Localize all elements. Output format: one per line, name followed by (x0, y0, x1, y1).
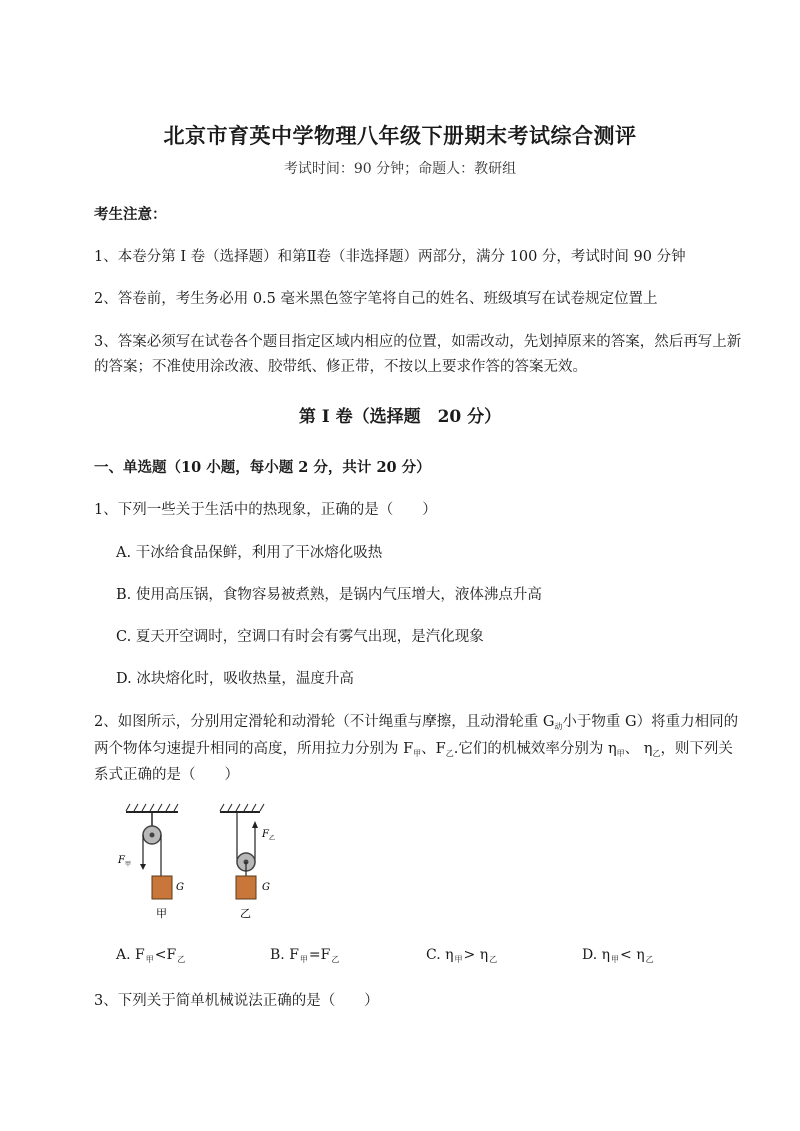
question-1-option-b[interactable]: B. 使用高压锅，食物容易被煮熟，是锅内气压增大，液体沸点升高 (116, 587, 542, 603)
option-text: =F (308, 947, 331, 963)
q2-text: 2、如图所示，分别用定滑轮和动滑轮（不计绳重与摩擦，且动滑轮重 G (94, 714, 555, 730)
note-item-2: 2、答卷前，考生务必用 0.5 毫米黑色签字笔将自己的姓名、班级填写在试卷规定位置上 (94, 291, 658, 307)
q2-text: 、F (421, 741, 446, 757)
question-1-option-a[interactable]: A. 干冰给食品保鲜，利用了干冰熔化吸热 (116, 545, 383, 561)
weight-block-left (152, 876, 172, 899)
arrow-up-icon (252, 821, 258, 828)
question-2-option-a[interactable] (116, 947, 186, 963)
option-sub: 甲 (611, 955, 620, 964)
ceiling-right (220, 804, 264, 812)
option-sub: 乙 (645, 955, 654, 964)
option-text: D. η (582, 947, 611, 963)
question-2-line-3: 系式正确的是（ ） (94, 767, 239, 783)
q2-sub: 乙 (445, 749, 454, 758)
question-2-line-1 (94, 710, 738, 732)
weight-left-label: G (176, 882, 184, 893)
force-left-sub: 甲 (125, 861, 132, 868)
option-sub: 甲 (145, 955, 154, 964)
question-1-stem: 1、下列一些关于生活中的热现象，正确的是（ ） (94, 502, 437, 518)
q2-sub: 甲 (413, 749, 422, 758)
option-text: > η (463, 947, 489, 963)
q2-text: ，则下列关 (660, 741, 733, 757)
option-sub: 乙 (177, 955, 186, 964)
q2-text: 两个物体匀速提升相同的高度，所用拉力分别为 F (94, 741, 414, 757)
pulley-diagram (112, 800, 302, 930)
option-text: <F (154, 947, 177, 963)
option-sub: 甲 (454, 955, 463, 964)
figure-label-jia: 甲 (156, 907, 167, 920)
option-sub: 乙 (331, 955, 340, 964)
q2-sub: 动 (554, 722, 563, 731)
force-left-label: F (118, 855, 125, 866)
option-text: B. F (270, 947, 299, 963)
q2-sub: 甲 (616, 749, 625, 758)
exam-title: 北京市育英中学物理八年级下册期末考试综合测评 (163, 123, 637, 148)
figure-label-yi: 乙 (240, 907, 251, 920)
q2-text: 小于物重 G）将重力相同的 (562, 714, 739, 730)
weight-right-label: G (262, 882, 270, 893)
q2-sub: 乙 (652, 749, 661, 758)
part-heading: 一、单选题（10 小题，每小题 2 分，共计 20 分） (94, 459, 431, 476)
section-title: 第 I 卷（选择题 20 分） (298, 407, 502, 427)
exam-subtitle: 考试时间：90 分钟；命题人：教研组 (283, 161, 517, 177)
option-text: A. F (116, 947, 145, 963)
note-item-1: 1、本卷分第 I 卷（选择题）和第Ⅱ卷（非选择题）两部分，满分 100 分，考试时间 90 分钟 (94, 249, 686, 265)
note-item-3-cont: 的答案；不准使用涂改液、胶带纸、修正带，不按以上要求作答的答案无效。 (94, 359, 587, 375)
ceiling-left (126, 804, 178, 812)
arrow-down-icon (140, 864, 146, 870)
option-text: C. η (426, 947, 454, 963)
question-2-option-b[interactable] (270, 947, 340, 963)
q2-text: .它们的机械效率分别为 η (453, 741, 617, 757)
option-text: < η (620, 947, 645, 963)
question-1-option-c[interactable]: C. 夏天开空调时，空调口有时会有雾气出现，是汽化现象 (116, 629, 484, 645)
question-2-option-d[interactable] (582, 947, 655, 963)
question-3-stem: 3、下列关于简单机械说法正确的是（ ） (94, 993, 379, 1009)
q2-text: 、 η (624, 741, 653, 757)
force-right-sub: 乙 (269, 835, 276, 842)
weight-block-right (236, 876, 256, 899)
option-sub: 甲 (299, 955, 308, 964)
option-sub: 乙 (489, 955, 498, 964)
note-item-3: 3、答案必须写在试卷各个题目指定区域内相应的位置，如需改动，先划掉原来的答案，然后再写上新 (94, 334, 742, 350)
notes-heading: 考生注意： (94, 206, 167, 223)
question-1-option-d[interactable]: D. 冰块熔化时，吸收热量，温度升高 (116, 671, 354, 687)
question-2-line-2 (94, 737, 733, 759)
question-2-option-c[interactable] (426, 947, 498, 963)
force-right-label: F (262, 829, 269, 840)
